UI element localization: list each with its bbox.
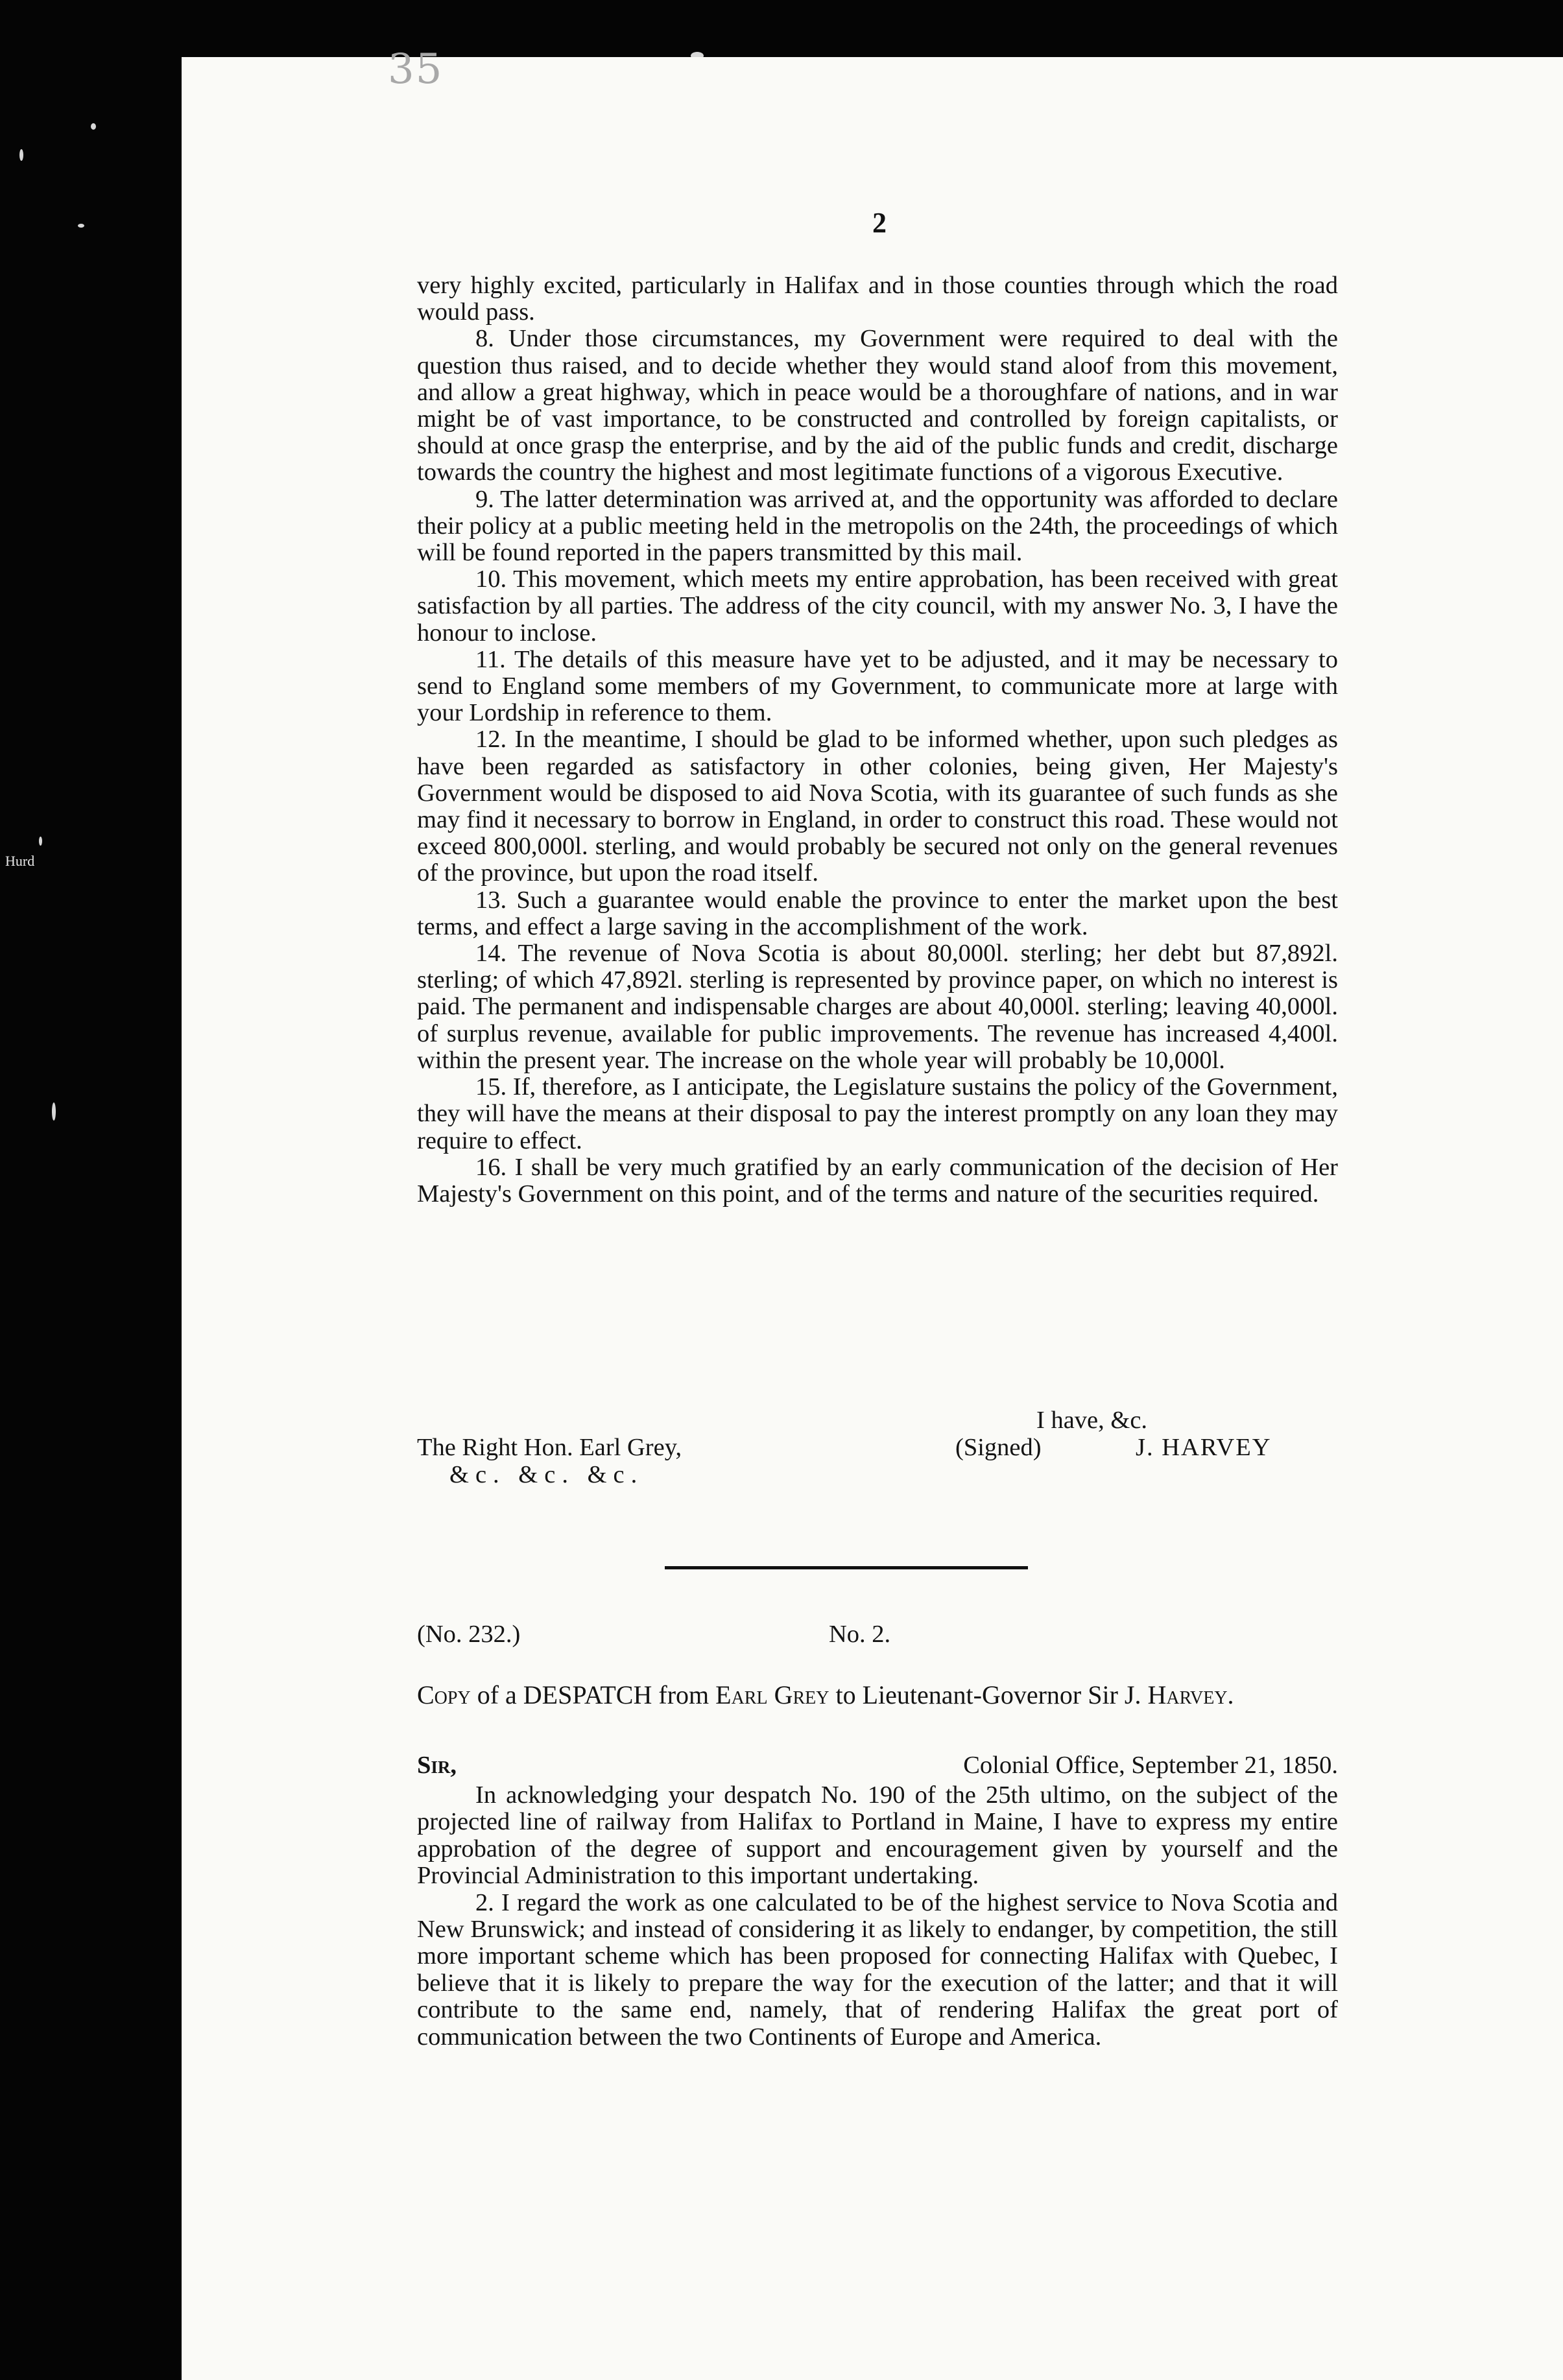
scan-speck — [52, 1102, 56, 1121]
heading-earl: Earl Grey — [715, 1680, 829, 1709]
page-number: 2 — [872, 207, 887, 239]
signature: J. HARVEY — [1136, 1434, 1272, 1461]
despatch-paragraph-2: 2. I regard the work as one calculated to be of the highest service to Nova Scotia and New Brunswick; and instead of considering it as likely to endanger, by competition, the still more important scheme which has been proposed for connecting Halifax with Quebec, I believe that it is likely to prepare the way for the execution of the latter; and that it will contribute to the same end, namely, that of rendering Halifax the great port of communication between the two Continents of Europe and America. — [417, 1888, 1338, 2051]
margin-note: Hurd — [5, 853, 35, 869]
scan-speck — [91, 123, 96, 130]
place-date: Colonial Office, September 21, 1850. — [963, 1752, 1338, 1779]
salutation: Sir, — [417, 1752, 457, 1779]
letter-closing — [417, 1407, 1338, 1511]
paragraph-16: 16. I shall be very much gratified by an early communication of the decision of Her Majesty's Government on this point, and of the terms and nature of the securities required. — [417, 1153, 1338, 1208]
pencil-folio-number: 35 — [388, 45, 444, 93]
heading-of-a: of a — [470, 1680, 523, 1709]
paragraph-11: 11. The details of this measure have yet to be adjusted, and it may be necessary to send to England some members of my Government, to communicate more at large with your Lordship in reference to them. — [417, 645, 1338, 727]
despatch-paragraph-1: In acknowledging your despatch No. 190 of the 25th ultimo, on the subject of the projected line of railway from Halifax to Portland in Maine, I have to express my entire approbation of the degree of support and encouragement given by yourself and the Provincial Administration to this important undertaking. — [417, 1781, 1338, 1890]
paragraph-10: 10. This movement, which meets my entire approbation, has been received with great satisfaction by all parties. The address of the city council, with my answer No. 3, I have the honour to inclose. — [417, 565, 1338, 647]
paragraph-12: 12. In the meantime, I should be glad to be informed whether, upon such pledges as have been regarded as satisfactory in other colonies, being given, Her Majesty's Government would be disposed to aid Nova Scotia, with its guarantee of such funds as she may find it necessary to borrow in England, in order to construct this road. These would not exceed 800,000l. sterling, and would probably be secured not only on the general revenues of the province, but upon the road itself. — [417, 726, 1338, 887]
scan-speck — [39, 837, 42, 846]
heading-from: from — [652, 1680, 716, 1709]
heading-despatch: DESPATCH — [523, 1680, 652, 1709]
section-divider — [665, 1566, 1028, 1569]
despatch-heading — [417, 1680, 1338, 1710]
addressee: The Right Hon. Earl Grey, — [417, 1434, 682, 1461]
letter-body — [417, 272, 1338, 1208]
heading-copy: Copy — [417, 1680, 471, 1709]
scan-speck — [19, 149, 23, 161]
despatch-body — [417, 1782, 1338, 2051]
paragraph-continuation: very highly excited, particularly in Halifax and in those counties through which the road would pass. — [417, 272, 1338, 326]
paragraph-9: 9. The latter determination was arrived at, and the opportunity was afforded to declare their policy at a public meeting held in the metropolis on the 24th, the proceedings of which will be found reported in the papers transmitted by this mail. — [417, 485, 1338, 567]
heading-harvey: Harvey. — [1147, 1680, 1234, 1709]
paragraph-14: 14. The revenue of Nova Scotia is about 80,000l. sterling; her debt but 87,892l. sterling; of which 47,892l. sterling is represented by province paper, on which no interest is paid. The permanent and indispensable charges are about 40,000l. sterling; leaving 40,000l. of surplus revenue, available for public improvements. The revenue has increased 4,400l. within the present year. The increase on the whole year will probably be 10,000l. — [417, 940, 1338, 1074]
despatch-doc-number: No. 2. — [829, 1621, 891, 1648]
heading-to: to Lieutenant-Governor Sir J. — [829, 1680, 1148, 1709]
despatch-ref-number: (No. 232.) — [417, 1621, 521, 1648]
scan-speck — [78, 224, 84, 228]
paragraph-8: 8. Under those circumstances, my Government were required to deal with the question thus raised, and to decide whether they would stand aloof from this movement, and allow a great highway, which in peace would be a thoroughfare of nations, and in war might be of vast importance, to be constructed and controlled by foreign capitalists, or should at once grasp the enterprise, and by the aid of the public funds and credit, discharge towards the country the highest and most legitimate functions of a vigorous Executive. — [417, 325, 1338, 486]
paragraph-15: 15. If, therefore, as I anticipate, the Legislature sustains the policy of the Government, they will have the means at their disposal to pay the interest promptly on any loan they may require to effect. — [417, 1073, 1338, 1154]
complimentary-close: I have, &c. — [1036, 1407, 1148, 1434]
signed-label: (Signed) — [955, 1434, 1042, 1461]
paragraph-13: 13. Such a guarantee would enable the province to enter the market upon the best terms, and effect a large saving in the accomplishment of the work. — [417, 886, 1338, 940]
addressee-etc: &c. &c. &c. — [449, 1461, 644, 1488]
